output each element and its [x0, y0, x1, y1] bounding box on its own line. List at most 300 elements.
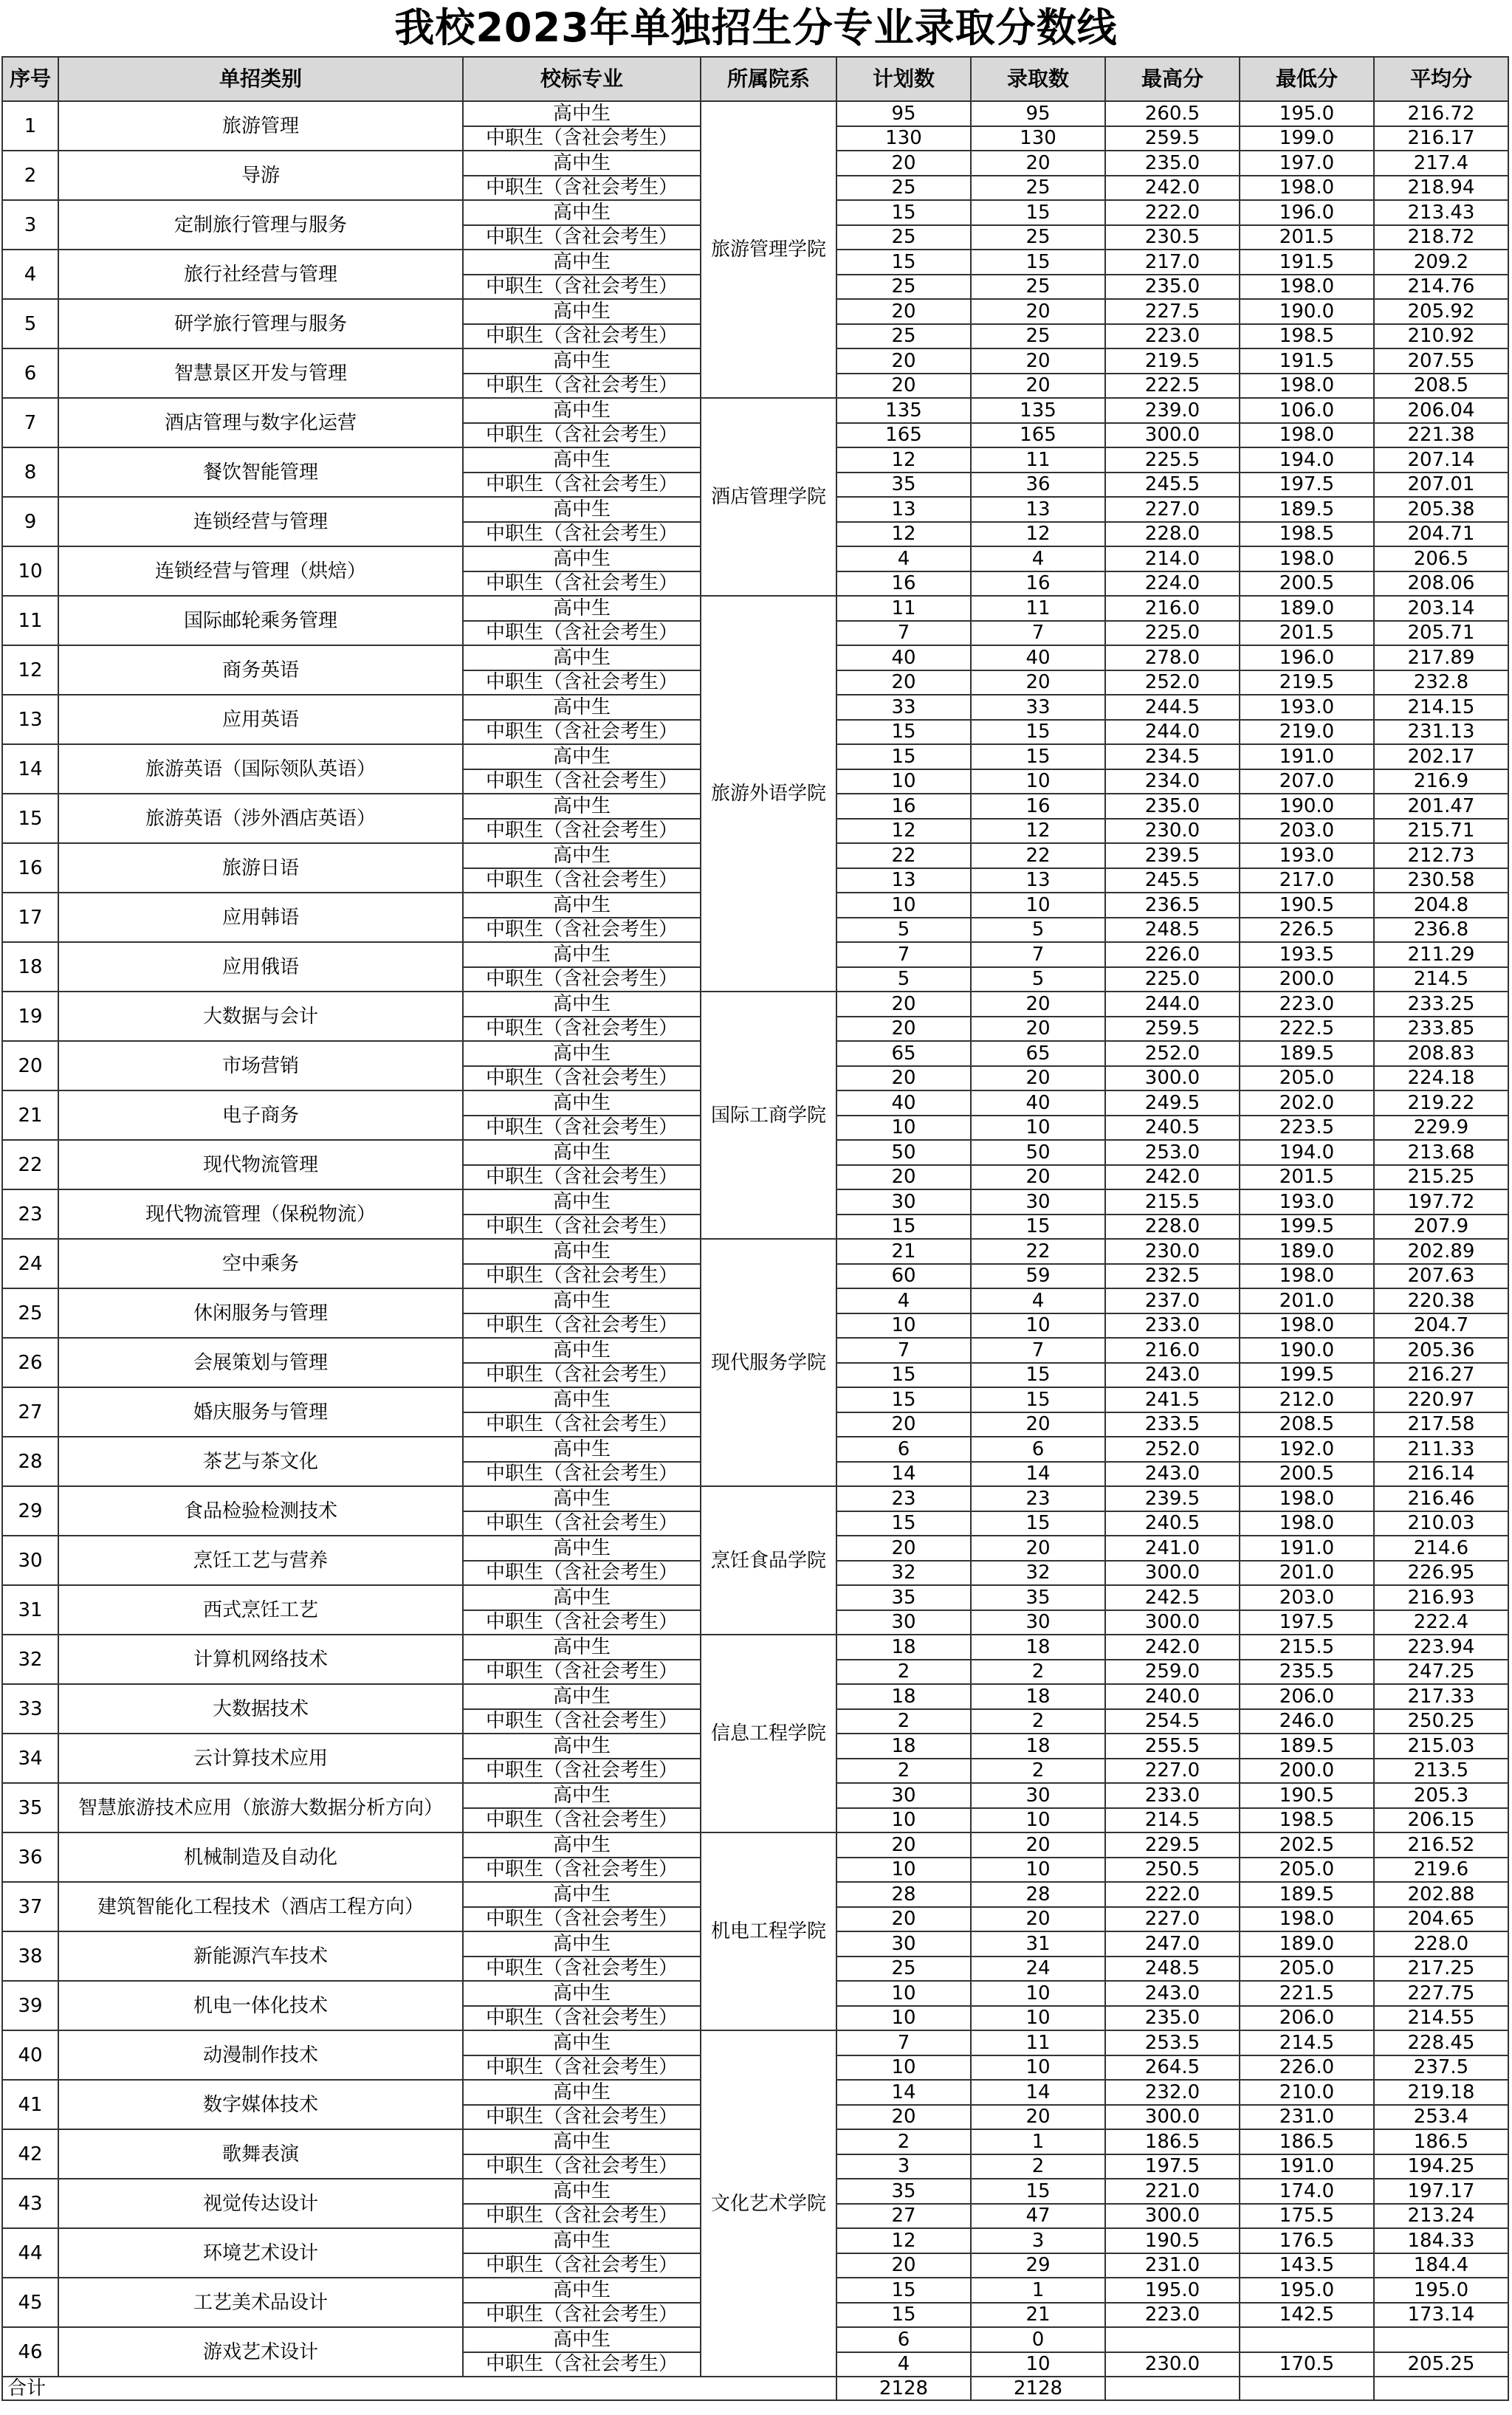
avg-score: 204.7	[1374, 1313, 1508, 1339]
category-name: 视觉传达设计	[58, 2179, 463, 2228]
major-vocational: 中职生（含社会考生）	[463, 769, 701, 794]
min-score: 189.5	[1240, 1734, 1374, 1759]
admitted-count: 130	[971, 126, 1105, 151]
min-score: 197.5	[1240, 1610, 1374, 1635]
major-vocational: 中职生（含社会考生）	[463, 967, 701, 992]
max-score: 248.5	[1105, 1957, 1240, 1982]
category-name: 大数据与会计	[58, 992, 463, 1041]
department-name: 信息工程学院	[701, 1635, 836, 1832]
max-score: 222.0	[1105, 1882, 1240, 1907]
major-high-school: 高中生	[463, 1437, 701, 1462]
col-header-category: 单招类别	[58, 57, 463, 101]
min-score: 205.0	[1240, 1858, 1374, 1883]
row-number: 42	[2, 2129, 58, 2179]
min-score: 193.0	[1240, 1189, 1374, 1215]
major-vocational: 中职生（含社会考生）	[463, 720, 701, 745]
plan-count: 50	[836, 1140, 971, 1165]
major-high-school: 高中生	[463, 1832, 701, 1858]
category-name: 新能源汽车技术	[58, 1931, 463, 1981]
admitted-count: 7	[971, 942, 1105, 967]
category-name: 连锁经营与管理	[58, 497, 463, 546]
admitted-count: 11	[971, 2030, 1105, 2055]
min-score: 200.0	[1240, 1759, 1374, 1784]
admitted-count: 30	[971, 1189, 1105, 1215]
admitted-count: 23	[971, 1486, 1105, 1511]
plan-count: 20	[836, 992, 971, 1017]
admitted-count: 33	[971, 695, 1105, 720]
min-score: 170.5	[1240, 2352, 1374, 2377]
major-vocational: 中职生（含社会考生）	[463, 1511, 701, 1536]
category-name: 市场营销	[58, 1041, 463, 1090]
admitted-count: 20	[971, 374, 1105, 399]
max-score: 228.0	[1105, 522, 1240, 547]
max-score: 245.5	[1105, 868, 1240, 893]
major-high-school: 高中生	[463, 1981, 701, 2006]
min-score: 193.0	[1240, 843, 1374, 868]
avg-score: 205.25	[1374, 2352, 1508, 2377]
admitted-count: 30	[971, 1783, 1105, 1808]
table-row	[2, 398, 1508, 423]
min-score: 226.0	[1240, 2055, 1374, 2081]
plan-count: 20	[836, 1165, 971, 1190]
avg-score: 207.55	[1374, 348, 1508, 374]
avg-score: 204.8	[1374, 893, 1508, 918]
admitted-count: 20	[971, 1907, 1105, 1932]
avg-score: 223.94	[1374, 1635, 1508, 1660]
admitted-count: 20	[971, 1832, 1105, 1858]
max-score: 243.0	[1105, 1363, 1240, 1388]
avg-score: 210.03	[1374, 1511, 1508, 1536]
admitted-count: 10	[971, 769, 1105, 794]
plan-count: 25	[836, 324, 971, 349]
col-header-min: 最低分	[1240, 57, 1374, 101]
max-score: 197.5	[1105, 2154, 1240, 2179]
avg-score: 206.04	[1374, 398, 1508, 423]
category-name: 食品检验检测技术	[58, 1486, 463, 1536]
major-high-school: 高中生	[463, 843, 701, 868]
plan-count: 35	[836, 1585, 971, 1610]
max-score: 223.0	[1105, 324, 1240, 349]
avg-score: 207.9	[1374, 1215, 1508, 1240]
total-label: 合计	[2, 2377, 836, 2400]
plan-count: 20	[836, 1907, 971, 1932]
admitted-count: 2	[971, 2154, 1105, 2179]
min-score: 190.0	[1240, 794, 1374, 819]
admitted-count: 20	[971, 992, 1105, 1017]
min-score: 189.0	[1240, 1239, 1374, 1264]
max-score: 253.0	[1105, 1140, 1240, 1165]
admitted-count: 15	[971, 200, 1105, 225]
max-score: 235.0	[1105, 2006, 1240, 2031]
admitted-count: 10	[971, 2055, 1105, 2081]
admitted-count: 11	[971, 447, 1105, 473]
major-high-school: 高中生	[463, 1486, 701, 1511]
max-score: 253.5	[1105, 2030, 1240, 2055]
min-score: 193.5	[1240, 942, 1374, 967]
admitted-count: 20	[971, 670, 1105, 695]
category-name: 旅游日语	[58, 843, 463, 893]
avg-score: 253.4	[1374, 2105, 1508, 2130]
max-score: 225.0	[1105, 621, 1240, 646]
max-score: 259.5	[1105, 126, 1240, 151]
min-score: 198.0	[1240, 374, 1374, 399]
major-vocational: 中职生（含社会考生）	[463, 522, 701, 547]
major-high-school: 高中生	[463, 794, 701, 819]
plan-count: 25	[836, 1957, 971, 1982]
category-name: 烹饪工艺与营养	[58, 1536, 463, 1585]
admitted-count: 15	[971, 1387, 1105, 1412]
category-name: 应用英语	[58, 695, 463, 744]
row-number: 9	[2, 497, 58, 546]
min-score: 203.0	[1240, 1585, 1374, 1610]
plan-count: 40	[836, 645, 971, 670]
row-number: 44	[2, 2228, 58, 2278]
max-score: 232.5	[1105, 1264, 1240, 1289]
plan-count: 12	[836, 447, 971, 473]
plan-count: 28	[836, 1882, 971, 1907]
avg-score: 205.92	[1374, 299, 1508, 324]
max-score: 243.0	[1105, 1981, 1240, 2006]
avg-score: 232.8	[1374, 670, 1508, 695]
row-number: 1	[2, 101, 58, 151]
major-vocational: 中职生（含社会考生）	[463, 2352, 701, 2377]
min-score: 190.0	[1240, 299, 1374, 324]
col-header-major: 校标专业	[463, 57, 701, 101]
admitted-count: 32	[971, 1561, 1105, 1586]
row-number: 29	[2, 1486, 58, 1536]
plan-count: 12	[836, 819, 971, 844]
avg-score: 205.38	[1374, 497, 1508, 522]
min-score: 194.0	[1240, 1140, 1374, 1165]
major-high-school: 高中生	[463, 1090, 701, 1116]
major-vocational: 中职生（含社会考生）	[463, 1116, 701, 1141]
admitted-count: 2	[971, 1660, 1105, 1685]
admitted-count: 59	[971, 1264, 1105, 1289]
major-high-school: 高中生	[463, 744, 701, 769]
min-score: 215.5	[1240, 1635, 1374, 1660]
major-high-school: 高中生	[463, 546, 701, 571]
plan-count: 15	[836, 720, 971, 745]
plan-count: 30	[836, 1931, 971, 1957]
category-name: 数字媒体技术	[58, 2080, 463, 2129]
major-high-school: 高中生	[463, 1239, 701, 1264]
avg-score: 184.33	[1374, 2228, 1508, 2253]
avg-score: 206.15	[1374, 1808, 1508, 1833]
avg-score: 215.03	[1374, 1734, 1508, 1759]
admitted-count: 15	[971, 1363, 1105, 1388]
plan-count: 60	[836, 1264, 971, 1289]
min-score: 208.5	[1240, 1412, 1374, 1437]
avg-score: 220.38	[1374, 1288, 1508, 1313]
major-high-school: 高中生	[463, 2278, 701, 2303]
max-score: 228.0	[1105, 1215, 1240, 1240]
min-score: 197.0	[1240, 151, 1374, 176]
plan-count: 30	[836, 1189, 971, 1215]
plan-count: 20	[836, 1412, 971, 1437]
min-score: 195.0	[1240, 101, 1374, 126]
major-vocational: 中职生（含社会考生）	[463, 126, 701, 151]
min-score: 195.0	[1240, 2278, 1374, 2303]
category-name: 婚庆服务与管理	[58, 1387, 463, 1437]
category-name: 旅游英语（国际领队英语）	[58, 744, 463, 794]
max-score: 260.5	[1105, 101, 1240, 126]
min-score: 231.0	[1240, 2105, 1374, 2130]
category-name: 工艺美术品设计	[58, 2278, 463, 2327]
avg-score: 214.55	[1374, 2006, 1508, 2031]
row-number: 4	[2, 250, 58, 299]
plan-count: 30	[836, 1783, 971, 1808]
admitted-count: 10	[971, 1808, 1105, 1833]
min-score: 198.0	[1240, 275, 1374, 300]
major-high-school: 高中生	[463, 695, 701, 720]
max-score: 244.5	[1105, 695, 1240, 720]
table-row	[2, 596, 1508, 621]
max-score: 222.5	[1105, 374, 1240, 399]
plan-count: 2	[836, 1660, 971, 1685]
total-empty-cell	[1240, 2377, 1374, 2400]
table-body	[2, 101, 1508, 2400]
col-header-department: 所属院系	[701, 57, 836, 101]
avg-score: 202.89	[1374, 1239, 1508, 1264]
admitted-count: 20	[971, 1017, 1105, 1042]
min-score: 202.0	[1240, 1090, 1374, 1116]
min-score	[1240, 2327, 1374, 2352]
page-title: 我校2023年单独招生分专业录取分数线	[394, 4, 1118, 51]
max-score: 216.0	[1105, 596, 1240, 621]
avg-score: 208.83	[1374, 1041, 1508, 1066]
min-score: 198.0	[1240, 1264, 1374, 1289]
plan-count: 15	[836, 1363, 971, 1388]
col-header-max: 最高分	[1105, 57, 1240, 101]
plan-count: 40	[836, 1090, 971, 1116]
plan-count: 20	[836, 2253, 971, 2278]
admitted-count: 1	[971, 2278, 1105, 2303]
max-score: 237.0	[1105, 1288, 1240, 1313]
admitted-count: 22	[971, 843, 1105, 868]
min-score: 190.5	[1240, 1783, 1374, 1808]
avg-score: 216.14	[1374, 1462, 1508, 1487]
row-number: 39	[2, 1981, 58, 2030]
min-score: 219.5	[1240, 670, 1374, 695]
max-score: 249.5	[1105, 1090, 1240, 1116]
max-score: 236.5	[1105, 893, 1240, 918]
min-score: 200.0	[1240, 967, 1374, 992]
avg-score: 204.71	[1374, 522, 1508, 547]
major-vocational: 中职生（含社会考生）	[463, 918, 701, 943]
col-header-plan: 计划数	[836, 57, 971, 101]
min-score: 200.5	[1240, 1462, 1374, 1487]
plan-count: 35	[836, 2179, 971, 2204]
avg-score: 213.24	[1374, 2204, 1508, 2229]
max-score: 234.5	[1105, 744, 1240, 769]
plan-count: 10	[836, 1858, 971, 1883]
min-score: 210.0	[1240, 2080, 1374, 2105]
avg-score: 204.65	[1374, 1907, 1508, 1932]
major-high-school: 高中生	[463, 1783, 701, 1808]
max-score: 219.5	[1105, 348, 1240, 374]
max-score: 300.0	[1105, 1561, 1240, 1586]
plan-count: 16	[836, 571, 971, 597]
major-vocational: 中职生（含社会考生）	[463, 1759, 701, 1784]
plan-count: 21	[836, 1239, 971, 1264]
major-vocational: 中职生（含社会考生）	[463, 2055, 701, 2081]
plan-count: 2	[836, 1709, 971, 1734]
major-high-school: 高中生	[463, 2179, 701, 2204]
row-number: 16	[2, 843, 58, 893]
row-number: 41	[2, 2080, 58, 2129]
avg-score: 219.6	[1374, 1858, 1508, 1883]
avg-score: 228.45	[1374, 2030, 1508, 2055]
department-name: 国际工商学院	[701, 992, 836, 1239]
major-vocational: 中职生（含社会考生）	[463, 2204, 701, 2229]
min-score: 206.0	[1240, 2006, 1374, 2031]
avg-score: 208.5	[1374, 374, 1508, 399]
major-vocational: 中职生（含社会考生）	[463, 2303, 701, 2328]
department-name: 旅游外语学院	[701, 596, 836, 992]
max-score: 224.0	[1105, 571, 1240, 597]
admitted-count: 20	[971, 151, 1105, 176]
avg-score: 207.01	[1374, 473, 1508, 498]
major-vocational: 中职生（含社会考生）	[463, 1363, 701, 1388]
max-score: 300.0	[1105, 423, 1240, 448]
category-name: 空中乘务	[58, 1239, 463, 1288]
max-score: 225.5	[1105, 447, 1240, 473]
row-number: 35	[2, 1783, 58, 1832]
major-high-school: 高中生	[463, 2327, 701, 2352]
min-score: 198.0	[1240, 1486, 1374, 1511]
avg-score: 208.06	[1374, 571, 1508, 597]
max-score: 239.5	[1105, 843, 1240, 868]
avg-score: 215.25	[1374, 1165, 1508, 1190]
max-score: 254.5	[1105, 1709, 1240, 1734]
max-score: 242.0	[1105, 1635, 1240, 1660]
min-score: 201.0	[1240, 1288, 1374, 1313]
max-score: 230.0	[1105, 1239, 1240, 1264]
row-number: 6	[2, 348, 58, 398]
row-number: 28	[2, 1437, 58, 1486]
min-score: 223.0	[1240, 992, 1374, 1017]
avg-score: 214.6	[1374, 1536, 1508, 1561]
min-score: 201.0	[1240, 1561, 1374, 1586]
max-score: 242.0	[1105, 176, 1240, 201]
major-high-school: 高中生	[463, 101, 701, 126]
row-number: 3	[2, 200, 58, 250]
max-score: 235.0	[1105, 151, 1240, 176]
max-score: 231.0	[1105, 2253, 1240, 2278]
admitted-count: 2	[971, 1759, 1105, 1784]
admitted-count: 25	[971, 324, 1105, 349]
max-score: 240.5	[1105, 1511, 1240, 1536]
min-score: 202.5	[1240, 1832, 1374, 1858]
avg-score: 214.76	[1374, 275, 1508, 300]
min-score: 205.0	[1240, 1066, 1374, 1091]
major-vocational: 中职生（含社会考生）	[463, 1610, 701, 1635]
plan-count: 15	[836, 1215, 971, 1240]
min-score: 201.5	[1240, 621, 1374, 646]
max-score: 214.5	[1105, 1808, 1240, 1833]
min-score: 196.0	[1240, 645, 1374, 670]
department-name: 烹饪食品学院	[701, 1486, 836, 1635]
max-score: 230.0	[1105, 819, 1240, 844]
major-high-school: 高中生	[463, 2030, 701, 2055]
plan-count: 15	[836, 250, 971, 275]
admitted-count: 25	[971, 176, 1105, 201]
admitted-count: 4	[971, 1288, 1105, 1313]
plan-count: 7	[836, 621, 971, 646]
plan-count: 4	[836, 546, 971, 571]
admitted-count: 21	[971, 2303, 1105, 2328]
admitted-count: 29	[971, 2253, 1105, 2278]
category-name: 应用俄语	[58, 942, 463, 992]
major-high-school: 高中生	[463, 398, 701, 423]
min-score: 214.5	[1240, 2030, 1374, 2055]
min-score: 203.0	[1240, 819, 1374, 844]
category-name: 歌舞表演	[58, 2129, 463, 2179]
max-score: 255.5	[1105, 1734, 1240, 1759]
avg-score: 205.36	[1374, 1338, 1508, 1363]
admitted-count: 10	[971, 1858, 1105, 1883]
plan-count: 10	[836, 1981, 971, 2006]
row-number: 45	[2, 2278, 58, 2327]
max-score: 227.0	[1105, 497, 1240, 522]
major-high-school: 高中生	[463, 2080, 701, 2105]
row-number: 25	[2, 1288, 58, 1338]
major-vocational: 中职生（含社会考生）	[463, 423, 701, 448]
row-number: 15	[2, 794, 58, 843]
plan-count: 22	[836, 843, 971, 868]
admitted-count: 15	[971, 744, 1105, 769]
max-score: 186.5	[1105, 2129, 1240, 2154]
major-high-school: 高中生	[463, 1189, 701, 1215]
row-number: 12	[2, 645, 58, 695]
plan-count: 15	[836, 1511, 971, 1536]
admitted-count: 10	[971, 893, 1105, 918]
major-vocational: 中职生（含社会考生）	[463, 621, 701, 646]
major-high-school: 高中生	[463, 447, 701, 473]
avg-score: 218.72	[1374, 225, 1508, 250]
max-score: 244.0	[1105, 992, 1240, 1017]
avg-score: 226.95	[1374, 1561, 1508, 1586]
plan-count: 20	[836, 2105, 971, 2130]
avg-score: 233.85	[1374, 1017, 1508, 1042]
avg-score: 214.15	[1374, 695, 1508, 720]
admitted-count: 50	[971, 1140, 1105, 1165]
max-score: 241.5	[1105, 1387, 1240, 1412]
avg-score: 216.27	[1374, 1363, 1508, 1388]
admission-table	[1, 56, 1509, 2401]
department-name: 现代服务学院	[701, 1239, 836, 1486]
major-vocational: 中职生（含社会考生）	[463, 1957, 701, 1982]
category-name: 酒店管理与数字化运营	[58, 398, 463, 447]
major-high-school: 高中生	[463, 497, 701, 522]
category-name: 云计算技术应用	[58, 1734, 463, 1783]
min-score: 142.5	[1240, 2303, 1374, 2328]
major-high-school: 高中生	[463, 1387, 701, 1412]
plan-count: 20	[836, 1066, 971, 1091]
min-score: 221.5	[1240, 1981, 1374, 2006]
major-high-school: 高中生	[463, 992, 701, 1017]
category-name: 商务英语	[58, 645, 463, 695]
major-vocational: 中职生（含社会考生）	[463, 1264, 701, 1289]
category-name: 动漫制作技术	[58, 2030, 463, 2080]
plan-count: 25	[836, 225, 971, 250]
plan-count: 130	[836, 126, 971, 151]
max-score: 227.0	[1105, 1907, 1240, 1932]
admitted-count: 12	[971, 522, 1105, 547]
max-score: 217.0	[1105, 250, 1240, 275]
major-high-school: 高中生	[463, 2129, 701, 2154]
category-name: 旅游英语（涉外酒店英语）	[58, 794, 463, 843]
